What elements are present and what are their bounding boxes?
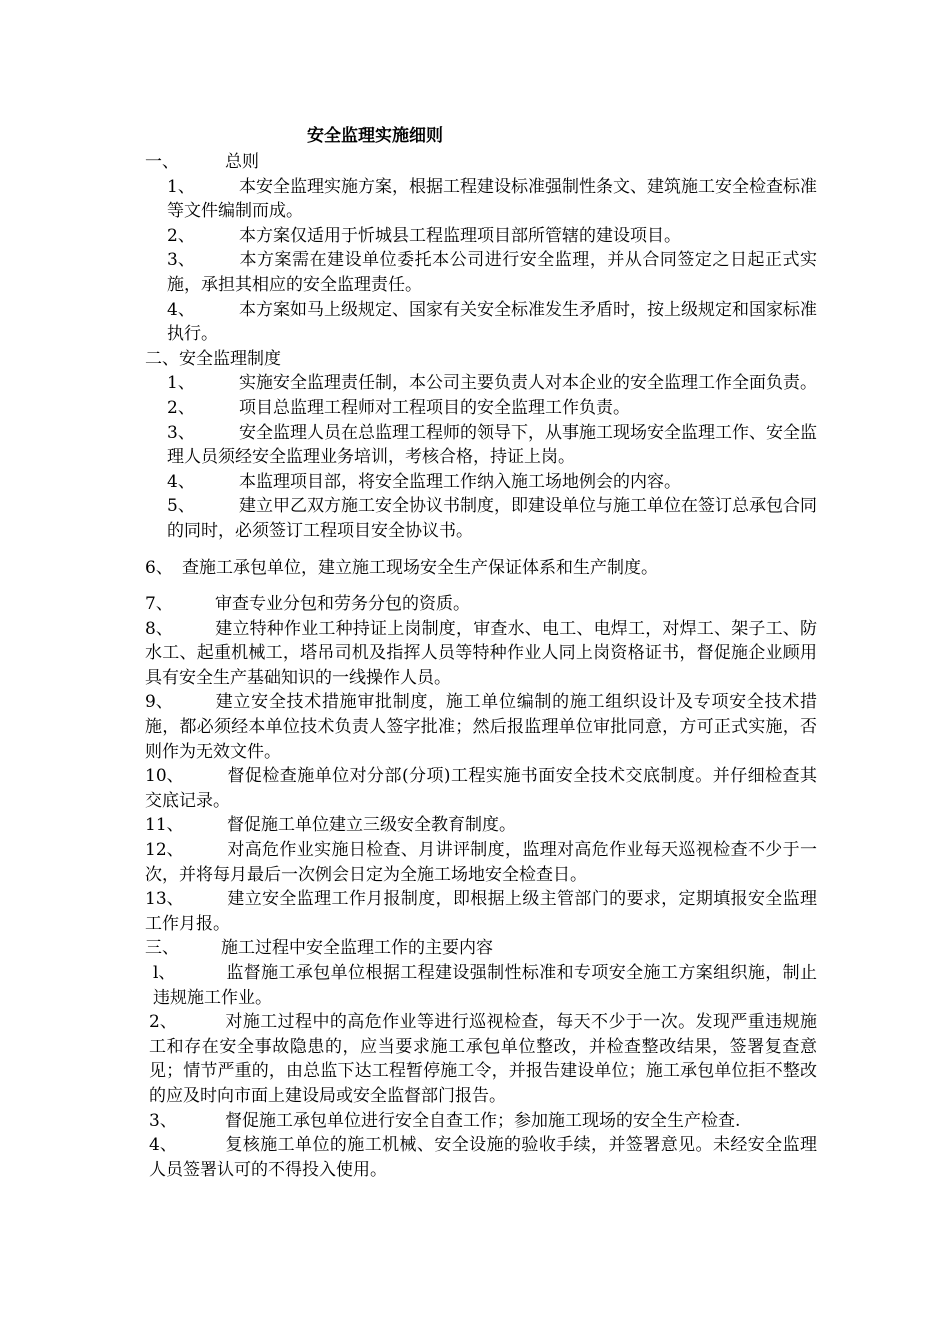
clause-text: 实施安全监理责任制，本公司主要负责人对本企业的安全监理工作全面负责。 (239, 373, 817, 394)
clause-number: 4、 (149, 1135, 177, 1156)
clause-text: 对施工过程中的高危作业等进行巡视检查，每天不少于一次。发现严重违规施工和存在安全事故隐患的，应当要求施工承包单位整改，并检查整改结果，签署复查意见；情节严重的，由总监下达工程暂停施工令，并报告建设单位；施工承包单位拒不整改的应及时向市面上建设局或安全监督部门报告。 (149, 1012, 817, 1106)
clause-number: 1、 (167, 373, 195, 394)
clause-paragraph (145, 494, 817, 543)
clause-number: 7、 (145, 594, 173, 615)
clause-number: 3、 (167, 422, 195, 443)
clause-text: 项目总监理工程师对工程项目的安全监理工作负责。 (239, 397, 630, 418)
clause-number: 3、 (167, 250, 195, 271)
clause-text: 本安全监理实施方案，根据工程建设标准强制性条文、建筑施工安全检查标准等文件编制而成。 (167, 176, 817, 222)
clause-text: 审查专业分包和劳务分包的资质。 (215, 594, 470, 615)
clause-number: 5、 (167, 496, 195, 517)
clause-paragraph (145, 1109, 817, 1134)
clause-number: 11、 (145, 815, 184, 836)
clause-text: 建立安全监理工作月报制度，即根据上级主管部门的要求，定期填报安全监理工作月报。 (145, 889, 817, 934)
clause-text: 复核施工单位的施工机械、安全设施的验收手续，并签署意见。未经安全监理人员签署认可的不得投入使用。 (149, 1135, 817, 1180)
clause-text: 建立特种作业工种持证上岗制度，审查水、电工、电焊工，对焊工、架子工、防水工、起重机械工，塔吊司机及指挥人员等特种作业人同上岗资格证书，督促施企业顾用具有安全生产基础知识的一线操作人员。 (145, 618, 817, 688)
clause-number: l、 (153, 963, 176, 983)
clause-paragraph (145, 175, 817, 224)
document-body (145, 150, 817, 1182)
clause-number: 三、 (145, 938, 179, 959)
clause-paragraph (145, 617, 817, 691)
clause-number: 13、 (145, 889, 184, 910)
clause-text: 监督施工承包单位根据工程建设强制性标准和专项安全施工方案组织施，制止违规施工作业。 (153, 963, 817, 1008)
clause-paragraph (145, 248, 817, 297)
clause-paragraph (145, 1133, 817, 1182)
clause-number: 2、 (149, 1012, 177, 1033)
clause-text: 督促检查施单位对分部(分项)工程实施书面安全技术交底制度。并仔细检查其交底记录。 (145, 766, 817, 811)
section-heading (145, 150, 817, 175)
clause-paragraph (145, 224, 817, 249)
clause-number: 4、 (167, 471, 195, 492)
clause-text: 本监理项目部，将安全监理工作纳入施工场地例会的内容。 (239, 471, 681, 492)
clause-text: 二、安全监理制度 (145, 348, 281, 369)
clause-paragraph (145, 556, 817, 581)
clause-text: 本方案仅适用于忻城县工程监理项目部所管辖的建设项目。 (239, 225, 681, 246)
clause-number: 4、 (167, 299, 195, 320)
clause-number: 2、 (167, 397, 195, 418)
clause-paragraph (145, 813, 817, 838)
clause-number: 8、 (145, 618, 173, 639)
clause-number: 一、 (145, 152, 179, 172)
clause-text: 安全监理人员在总监理工程师的领导下，从事施工现场安全监理工作、安全监理人员须经安全监理业务培训，考核合格，持证上岗。 (167, 422, 817, 468)
clause-text: 建立甲乙双方施工安全协议书制度，即建设单位与施工单位在签订总承包合同的同时，必须签订工程项目安全协议书。 (167, 496, 817, 541)
clause-text: 本方案如马上级规定、国家有关安全标准发生矛盾时，按上级规定和国家标准执行。 (167, 299, 817, 345)
clause-number: 6、 (145, 557, 173, 578)
document-title: 安全监理实施细则 (307, 126, 443, 146)
clause-paragraph (145, 396, 817, 421)
clause-paragraph (145, 371, 817, 396)
clause-number: 10、 (145, 766, 184, 787)
clause-text: 施工过程中安全监理工作的主要内容 (221, 938, 493, 959)
clause-text: 本方案需在建设单位委托本公司进行安全监理，并从合同签定之日起正式实施，承担其相应的安全监理责任。 (167, 250, 817, 295)
clause-paragraph (145, 838, 817, 887)
clause-paragraph (145, 298, 817, 347)
clause-text: 查施工承包单位，建立施工现场安全生产保证体系和生产制度。 (182, 557, 658, 578)
clause-paragraph (145, 1010, 817, 1108)
clause-paragraph (145, 690, 817, 764)
section-heading (145, 936, 817, 961)
section-heading (145, 347, 817, 372)
clause-number: 2、 (167, 225, 195, 246)
clause-paragraph (145, 961, 817, 1010)
clause-number: 1、 (167, 176, 195, 197)
clause-paragraph (145, 887, 817, 936)
clause-text: 督促施工承包单位进行安全自查工作；参加施工现场的安全生产检查. (225, 1110, 741, 1131)
clause-number: 9、 (145, 692, 173, 713)
clause-paragraph (145, 470, 817, 495)
clause-text: 总则 (225, 152, 259, 172)
clause-text: 督促施工单位建立三级安全教育制度。 (227, 815, 516, 836)
clause-paragraph (145, 592, 817, 617)
clause-paragraph (145, 764, 817, 813)
clause-text: 对高危作业实施日检查、月讲评制度，监理对高危作业每天巡视检查不少于一次，并将每月最后一次例会日定为全施工场地安全检查日。 (145, 840, 817, 885)
clause-number: 3、 (149, 1110, 177, 1131)
clause-text: 建立安全技术措施审批制度，施工单位编制的施工组织设计及专项安全技术措施，都必须经本单位技术负责人签字批准；然后报监理单位审批同意，方可正式实施，否则作为无效文件。 (145, 692, 817, 762)
clause-paragraph (145, 421, 817, 470)
clause-number: 12、 (145, 840, 184, 861)
